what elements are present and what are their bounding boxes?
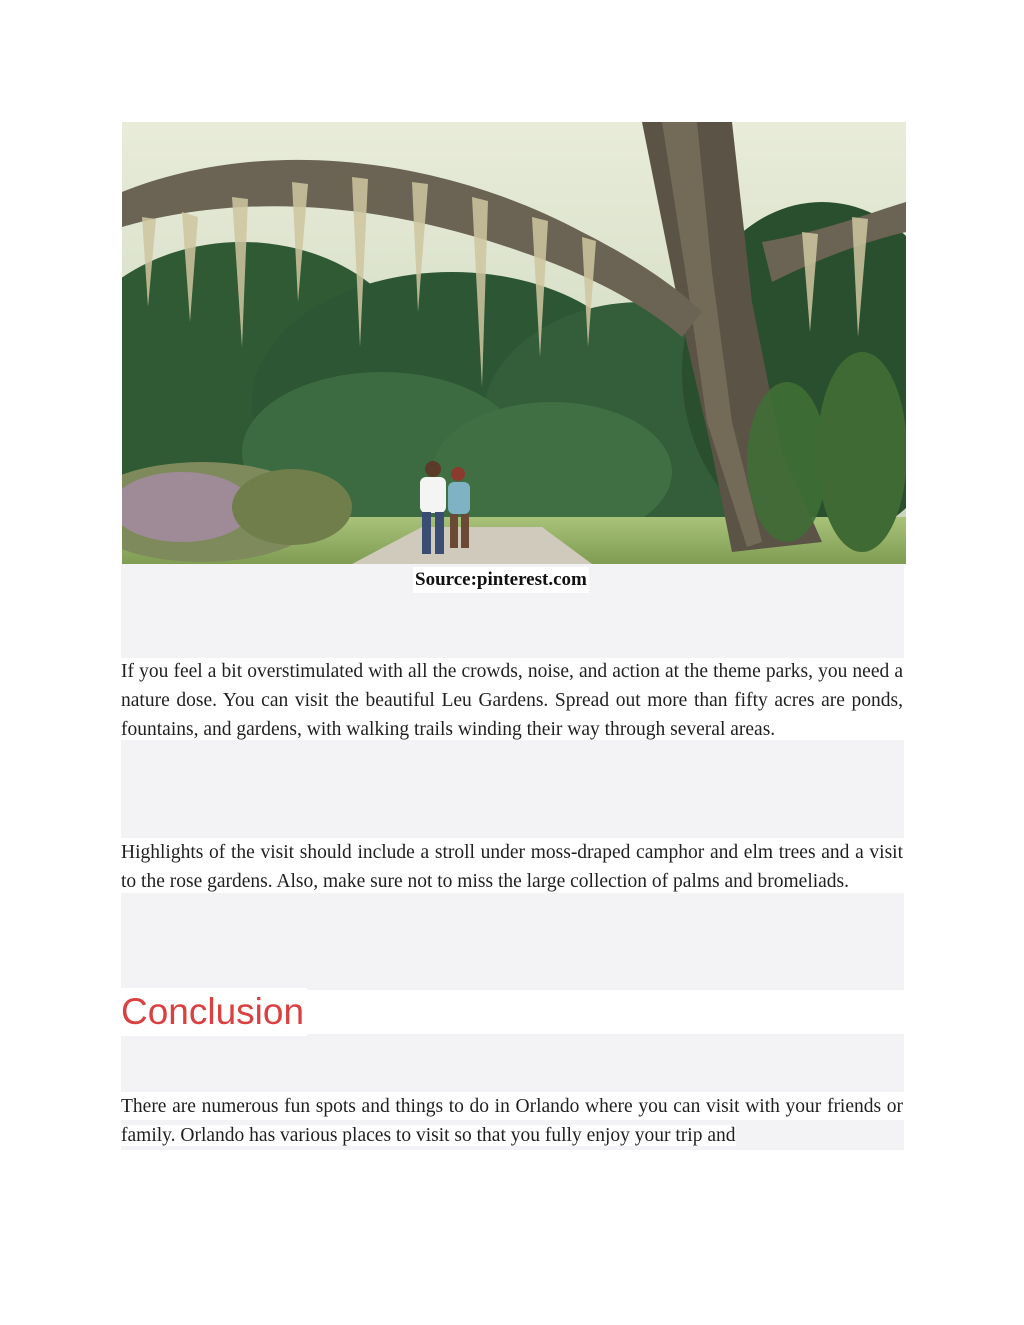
highlight-band xyxy=(121,893,904,990)
paragraph-text: If you feel a bit overstimulated with all the crowds, noise, and action at the theme parks, you need a nature dose. You can visit the beautiful Leu Gardens. Spread out more than fifty acres are ponds, fountains, and gardens, with walking trails winding their way through several areas. xyxy=(121,661,903,740)
image-caption: Source:pinterest.com xyxy=(413,567,589,593)
highlight-band xyxy=(121,740,904,838)
paragraph-text: There are numerous fun spots and things to do in Orlando where you can visit with your friends or family. Orlando has various places to visit so that you fully enjoy your trip and xyxy=(121,1096,903,1146)
section-heading-conclusion: Conclusion xyxy=(121,988,307,1036)
paragraph-conclusion xyxy=(121,1092,903,1150)
paragraph-highlights xyxy=(121,838,903,896)
paragraph-text: Highlights of the visit should include a stroll under moss-draped camphor and elm trees and a visit to the rose gardens. Also, make sure not to miss the large collection of palms and bromeliads. xyxy=(121,842,903,892)
garden-photo xyxy=(122,122,906,564)
photo-garden-couple-icon xyxy=(122,122,906,564)
highlight-band xyxy=(121,1034,904,1092)
paragraph-leu-gardens xyxy=(121,657,903,744)
